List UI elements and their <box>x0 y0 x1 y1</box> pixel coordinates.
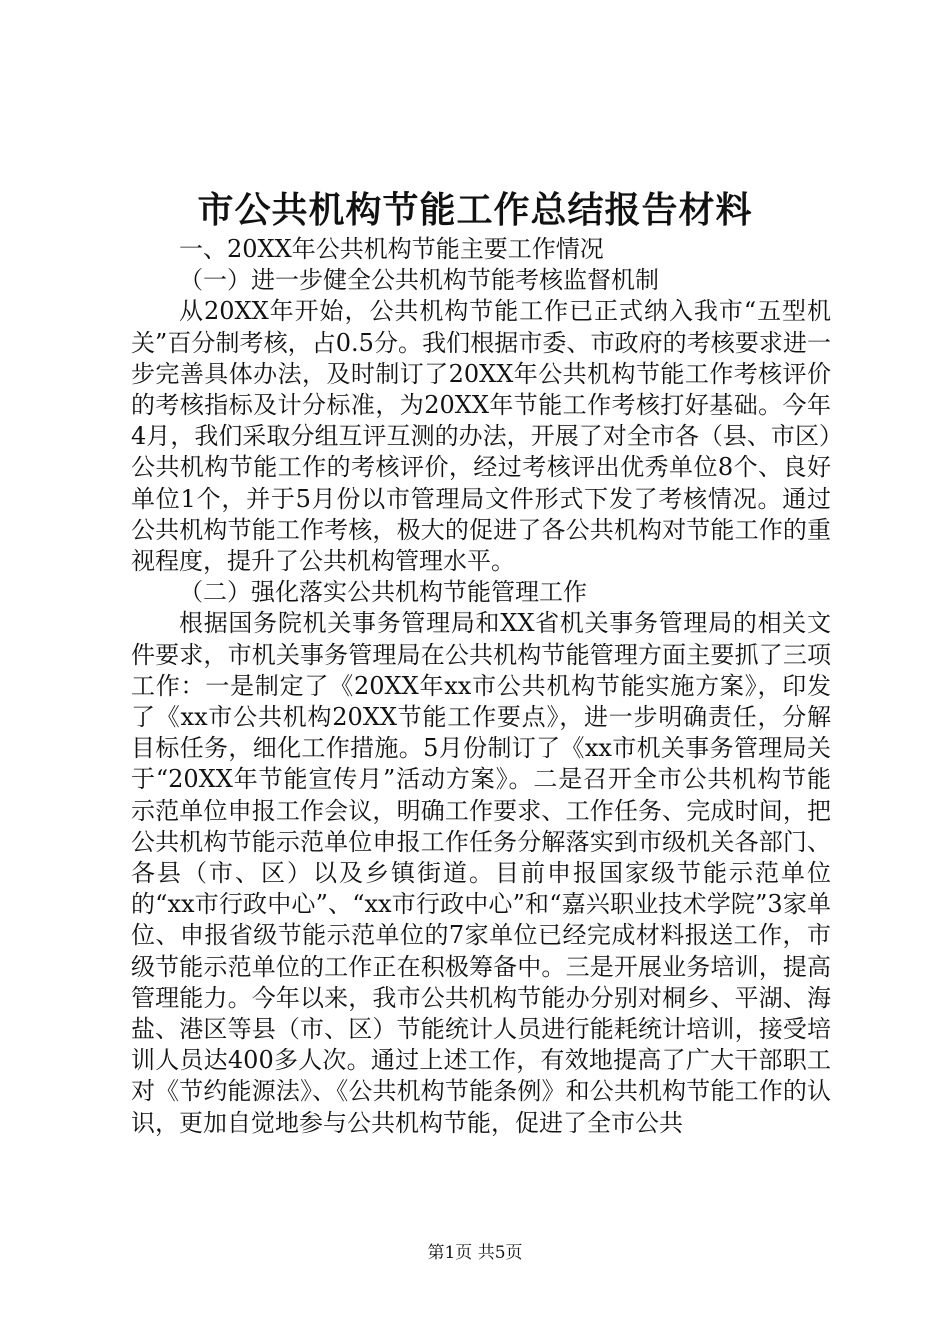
paragraph-2: 根据国务院机关事务管理局和XX省机关事务管理局的相关文件要求，市机关事务管理局在公共机构节能管理方面主要抓了三项工作：一是制定了《20XX年xx市公共机构节能实施方案》，印发了《xx市公共机构20XX节能工作要点》，进一步明确责任，分解目标任务，细化工作措施。5月份制订了《xx市机关事务管理局关于“20XX年节能宣传月”活动方案》。二是召开全市公共机构节能示范单位申报工作会议，明确工作要求、工作任务、完成时间，把公共机构节能示范单位申报工作任务分解落实到市级机关各部门、各县（市、区）以及乡镇街道。目前申报国家级节能示范单位的“xx市行政中心”、“xx市行政中心”和“嘉兴职业技术学院”3家单位、申报省级节能示范单位的7家单位已经完成材料报送工作，市级节能示范单位的工作正在积极筹备中。三是开展业务培训，提高管理能力。今年以来，我市公共机构节能办分别对桐乡、平湖、海盐、港区等县（市、区）节能统计人员进行能耗统计培训，接受培训人员达400多人次。通过上述工作，有效地提高了广大干部职工对《节约能源法》、《公共机构节能条例》和公共机构节能工作的认识，更加自觉地参与公共机构节能，促进了全市公共 <box>131 609 831 1137</box>
section-heading-1: 一、20XX年公共机构节能主要工作情况 <box>179 235 604 263</box>
document-title: 市公共机构节能工作总结报告材料 <box>197 189 753 231</box>
subsection-heading-1: （一）进一步健全公共机构节能考核监督机制 <box>179 266 659 295</box>
subsection-heading-2: （二）强化落实公共机构节能管理工作 <box>179 578 587 607</box>
paragraph-1: 从20XX年开始，公共机构节能工作已正式纳入我市“五型机关”百分制考核，占0.5分。我们根据市委、市政府的考核要求进一步完善具体办法，及时制订了20XX年公共机构节能工作考核评价的考核指标及计分标准，为20XX年节能工作考核打好基础。今年4月，我们采取分组互评互测的办法，开展了对全市各（县、市区）公共机构节能工作的考核评价，经过考核评出优秀单位8个、良好单位1个，并于5月份以市管理局文件形式下发了考核情况。通过公共机构节能工作考核，极大的促进了各公共机构对节能工作的重视程度，提升了公共机构管理水平。 <box>131 297 831 576</box>
document-body <box>131 234 831 1139</box>
page-footer: 第1页 共5页 <box>427 1243 523 1263</box>
